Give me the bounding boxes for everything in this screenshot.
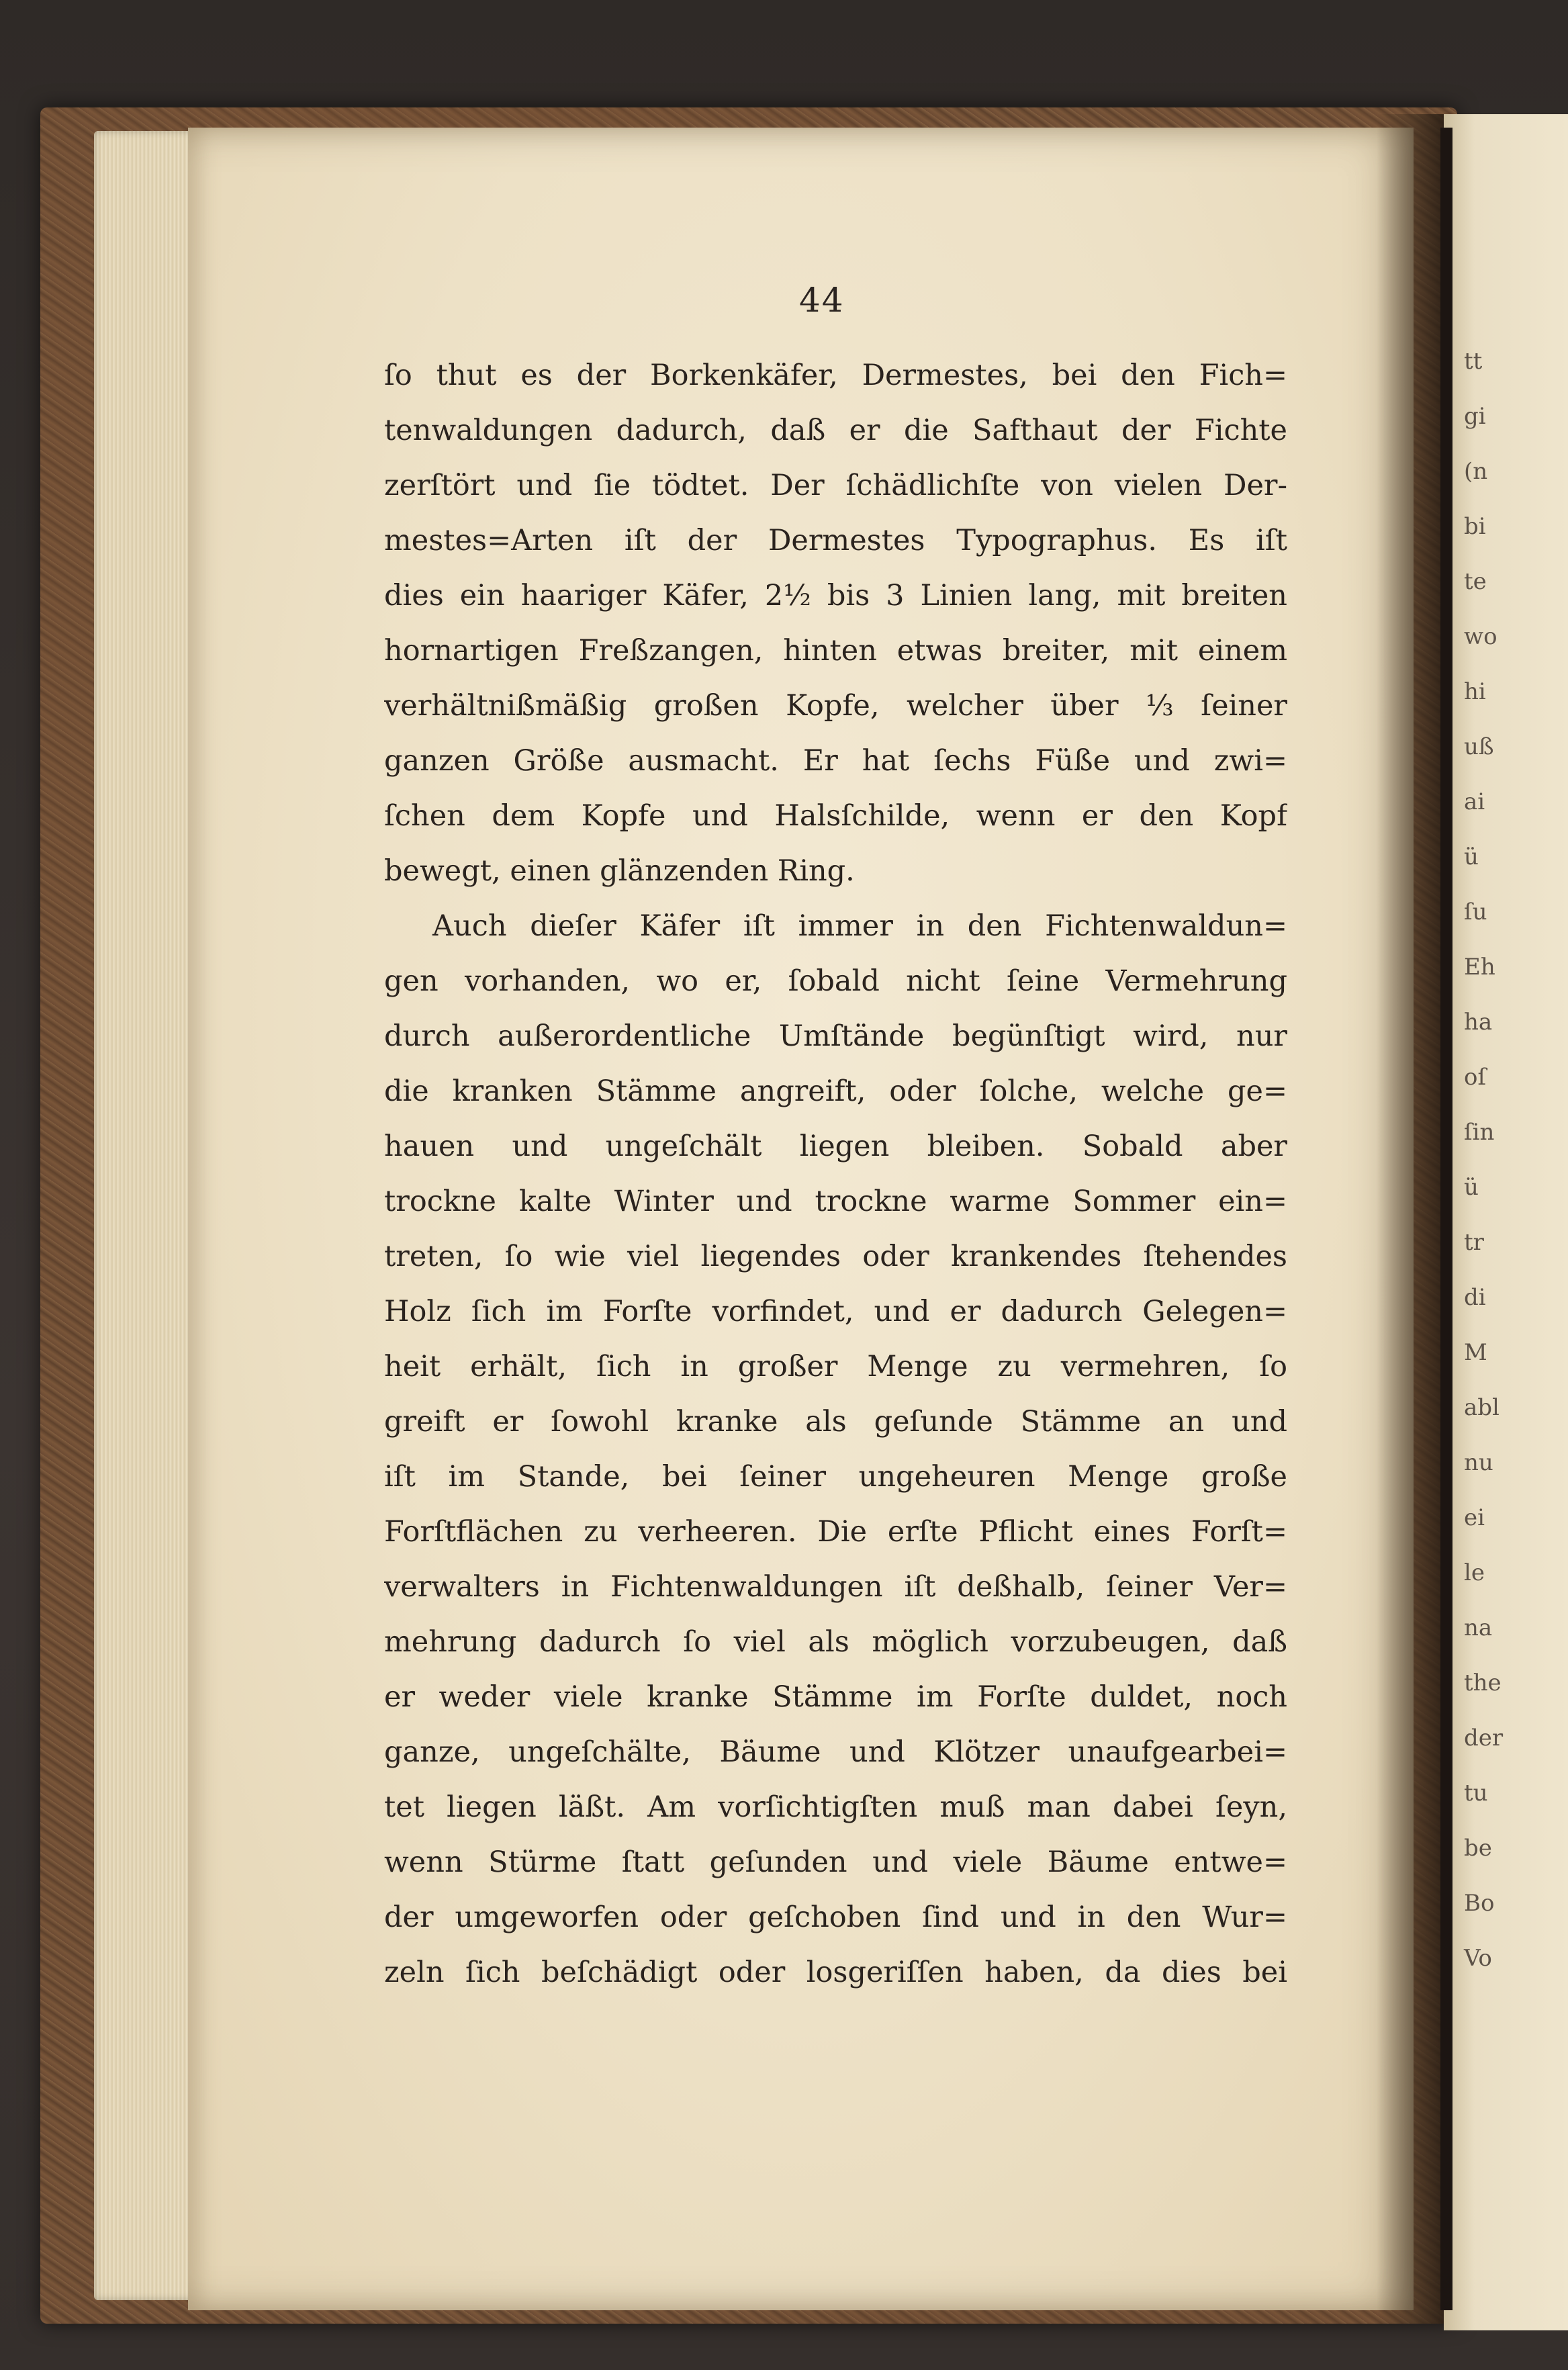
text-line: heit erhält, ſich in großer Menge zu vermehren, ſo bbox=[384, 1350, 1287, 1383]
page-gutter-shadow bbox=[1377, 114, 1450, 2324]
facing-page-fragment: Eh bbox=[1464, 954, 1495, 981]
facing-page-fragment: tu bbox=[1464, 1780, 1488, 1807]
page-number: 44 bbox=[799, 281, 845, 320]
facing-page-fragment: (n bbox=[1464, 458, 1488, 485]
text-line: die kranken Stämme angreift, oder ſolche, welche ge= bbox=[384, 1075, 1287, 1108]
text-line: iſt im Stande, bei ſeiner ungeheuren Menge große bbox=[384, 1460, 1287, 1494]
text-line: ſo thut es der Borkenkäfer, Dermestes, bei den Fich= bbox=[384, 359, 1287, 392]
facing-page-fragment: ü bbox=[1464, 844, 1479, 870]
facing-page-edge bbox=[1440, 128, 1452, 2310]
text-line: verwalters in Fichtenwaldungen iſt deßhalb, ſeiner Ver= bbox=[384, 1570, 1287, 1604]
text-line: dies ein haariger Käfer, 2½ bis 3 Linien lang, mit breiten bbox=[384, 579, 1287, 612]
facing-page-fragment: le bbox=[1464, 1559, 1485, 1586]
facing-page-fragment: hi bbox=[1464, 678, 1486, 705]
facing-page bbox=[1444, 114, 1568, 2330]
facing-page-fragment: oſ bbox=[1464, 1064, 1487, 1091]
text-line: wenn Stürme ſtatt geſunden und viele Bäume entwe= bbox=[384, 1845, 1287, 1879]
text-line: ganzen Größe ausmacht. Er hat ſechs Füße und zwi= bbox=[384, 744, 1287, 778]
text-line: zeln ſich beſchädigt oder losgeriſſen haben, da dies bei bbox=[384, 1956, 1287, 1989]
text-line: treten, ſo wie viel liegendes oder krankendes ſtehendes bbox=[384, 1240, 1287, 1273]
page-edges bbox=[94, 131, 195, 2300]
text-line: mehrung dadurch ſo viel als möglich vorzubeugen, daß bbox=[384, 1625, 1287, 1659]
facing-page-fragment: ſin bbox=[1464, 1119, 1495, 1146]
text-line: trockne kalte Winter und trockne warme Sommer ein= bbox=[384, 1185, 1287, 1218]
text-line: der umgeworfen oder geſchoben ſind und in den Wur= bbox=[384, 1901, 1287, 1934]
facing-page-fragment: ü bbox=[1464, 1174, 1479, 1201]
facing-page-fragment: wo bbox=[1464, 623, 1497, 650]
text-line: bewegt, einen glänzenden Ring. bbox=[384, 854, 855, 888]
facing-page-fragment: the bbox=[1464, 1670, 1502, 1696]
facing-page-fragment: tt bbox=[1464, 348, 1483, 375]
text-line: greift er ſowohl kranke als geſunde Stämme an und bbox=[384, 1405, 1287, 1439]
facing-page-fragment: M bbox=[1464, 1339, 1487, 1366]
facing-page-fragment: Bo bbox=[1464, 1890, 1495, 1917]
text-line: hornartigen Freßzangen, hinten etwas breiter, mit einem bbox=[384, 634, 1287, 668]
text-line: Auch dieſer Käfer iſt immer in den Fichtenwaldun= bbox=[432, 909, 1287, 943]
facing-page-fragment: ſu bbox=[1464, 899, 1487, 925]
facing-page-fragment: na bbox=[1464, 1614, 1493, 1641]
text-line: er weder viele kranke Stämme im Forſte duldet, noch bbox=[384, 1680, 1287, 1714]
text-line: tenwaldungen dadurch, daß er die Safthaut der Fichte bbox=[384, 414, 1287, 447]
text-line: hauen und ungeſchält liegen bleiben. Sobald aber bbox=[384, 1130, 1287, 1163]
facing-page-fragment: abl bbox=[1464, 1394, 1500, 1421]
facing-page-fragment: di bbox=[1464, 1284, 1486, 1311]
facing-page-fragment: uß bbox=[1464, 733, 1494, 760]
text-line: ſchen dem Kopfe und Halsſchilde, wenn er den Kopf bbox=[384, 799, 1287, 833]
facing-page-fragment: Vo bbox=[1464, 1945, 1492, 1972]
facing-page-fragment: ai bbox=[1464, 788, 1485, 815]
text-line: verhältnißmäßig großen Kopfe, welcher über ⅓ ſeiner bbox=[384, 689, 1287, 723]
facing-page-fragment: gi bbox=[1464, 403, 1486, 430]
facing-page-fragment: te bbox=[1464, 568, 1487, 595]
text-line: zerſtört und ſie tödtet. Der ſchädlichſte von vielen Der- bbox=[384, 469, 1287, 502]
body-text bbox=[384, 348, 1287, 2000]
facing-page-fragment: ha bbox=[1464, 1009, 1493, 1036]
facing-page-fragment: tr bbox=[1464, 1229, 1484, 1256]
facing-page-fragment: bi bbox=[1464, 513, 1486, 540]
text-line: durch außerordentliche Umſtände begünſtigt wird, nur bbox=[384, 1019, 1287, 1053]
text-line: tet liegen läßt. Am vorſichtigſten muß man dabei ſeyn, bbox=[384, 1790, 1287, 1824]
text-line: gen vorhanden, wo er, ſobald nicht ſeine Vermehrung bbox=[384, 964, 1287, 998]
text-line: Holz ſich im Forſte vorfindet, und er dadurch Gelegen= bbox=[384, 1295, 1287, 1328]
text-line: mestes=Arten iſt der Dermestes Typographus. Es iſt bbox=[384, 524, 1287, 557]
facing-page-fragment: be bbox=[1464, 1835, 1492, 1862]
text-line: Forſtflächen zu verheeren. Die erſte Pflicht eines Forſt= bbox=[384, 1515, 1287, 1549]
text-line: ganze, ungeſchälte, Bäume und Klötzer unaufgearbei= bbox=[384, 1735, 1287, 1769]
facing-page-fragment: ei bbox=[1464, 1504, 1485, 1531]
facing-page-fragment: der bbox=[1464, 1725, 1504, 1751]
facing-page-fragment: nu bbox=[1464, 1449, 1493, 1476]
